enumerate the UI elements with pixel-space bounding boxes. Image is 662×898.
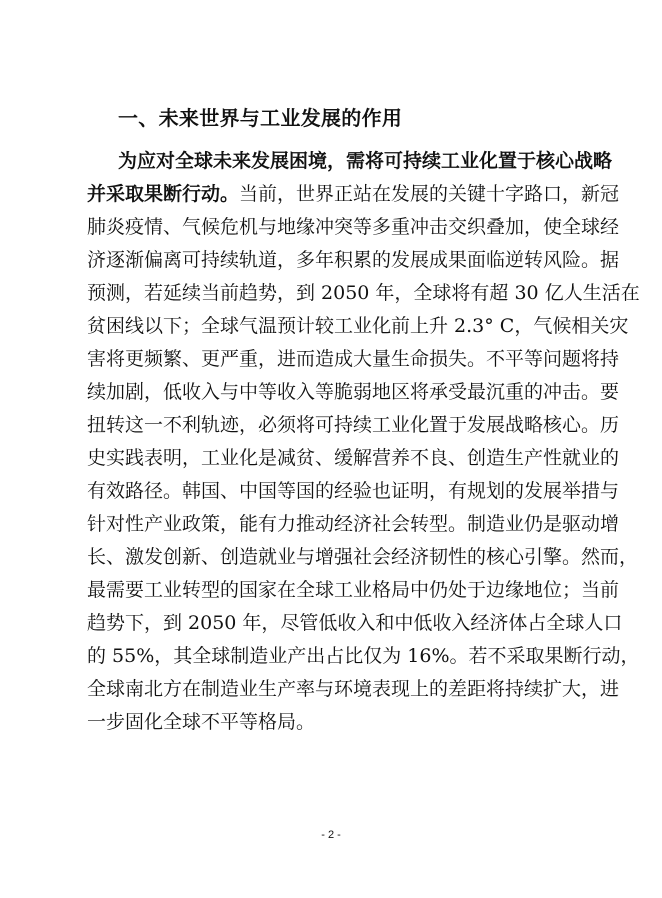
text-line xyxy=(87,674,619,704)
text-line xyxy=(87,575,619,605)
text-line xyxy=(87,179,619,209)
text-line xyxy=(87,311,628,341)
text-line xyxy=(87,542,638,572)
page-number: - 2 - xyxy=(321,829,341,841)
body-text: 扭转这一不利轨迹，必须将可持续工业化置于发展战略核心。历 xyxy=(87,414,620,436)
text-line xyxy=(87,212,619,242)
body-text: 针对性产业政策，能有力推动经济社会转型。制造业仍是驱动增 xyxy=(87,513,620,535)
body-text: 肺炎疫情、气候危机与地缘冲突等多重冲击交织叠加，使全球经 xyxy=(87,216,620,238)
text-line xyxy=(87,641,640,671)
section-heading: 一、未来世界与工业发展的作用 xyxy=(118,106,403,130)
body-text: 全球南北方在制造业生产率与环境表现上的差距将持续扩大，进 xyxy=(87,678,620,700)
text-line xyxy=(87,476,619,506)
body-text: 续加剧，低收入与中等收入等脆弱地区将承受最沉重的冲击。要 xyxy=(87,381,620,403)
text-line xyxy=(87,278,640,308)
body-text: 的 55%，其全球制造业产出占比仅为 16%。若不采取果断行动， xyxy=(87,645,640,667)
body-text: 济逐渐偏离可持续轨道，多年积累的发展成果面临逆转风险。据 xyxy=(87,249,620,271)
text-line xyxy=(87,410,619,440)
body-text: 史实践表明，工业化是减贫、缓解营养不良、创造生产性就业的 xyxy=(87,447,620,469)
body-text: 一步固化全球不平等格局。 xyxy=(87,711,316,733)
body-text: 当前，世界正站在发展的关键十字路口，新冠 xyxy=(239,183,620,205)
text-line xyxy=(87,443,619,473)
text-line xyxy=(118,146,612,176)
body-text: 有效路径。韩国、中国等国的经验也证明，有规划的发展举措与 xyxy=(87,480,620,502)
body-text: 趋势下，到 2050 年，尽管低收入和中低收入经济体占全球人口 xyxy=(87,612,623,634)
text-line xyxy=(87,707,315,737)
text-line xyxy=(87,344,619,374)
text-line xyxy=(87,245,619,275)
body-text: 长、激发创新、创造就业与增强社会经济韧性的核心引擎。然而， xyxy=(87,546,639,568)
text-line xyxy=(87,509,619,539)
body-text: 害将更频繁、更严重，进而造成大量生命损失。不平等问题将持 xyxy=(87,348,620,370)
body-text: 预测，若延续当前趋势，到 2050 年，全球将有超 30 亿人生活在 xyxy=(87,282,640,304)
body-text: 最需要工业转型的国家在全球工业格局中仍处于边缘地位；当前 xyxy=(87,579,620,601)
body-text: 贫困线以下；全球气温预计较工业化前上升 2.3° C，气候相关灾 xyxy=(87,315,629,337)
text-line xyxy=(87,377,619,407)
bold-text: 为应对全球未来发展困境，需将可持续工业化置于核心战略 xyxy=(118,150,613,172)
text-line xyxy=(87,608,622,638)
bold-text: 并采取果断行动。 xyxy=(87,183,240,205)
